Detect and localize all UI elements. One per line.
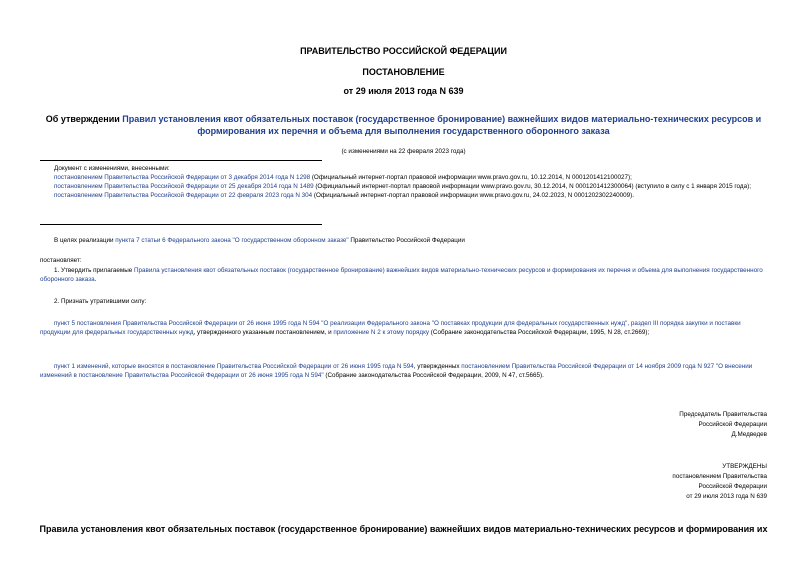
repealed-text: , утвержденного указанным постановлением, и bbox=[193, 329, 334, 336]
item-1-rules-link[interactable]: Правила установления квот обязательных поставок (государственное бронирование) важнейших видов материально-технических ресурсов и формирования их перечня и объема для выполнения государственного оборонного заказа bbox=[40, 267, 763, 283]
amendment-text: (Официальный интернет-портал правовой информации www.pravo.gov.ru, 10.12.2014, N 0001201412100027); bbox=[310, 174, 632, 181]
repealed-text: , утвержденных bbox=[413, 363, 462, 370]
repealed-link[interactable]: пункт 5 постановления Правительства Российской Федерации от 26 июня 1995 года N 594 "О реализации Федерального закона "О поставках продукции для федеральных государственных нужд", раздел III порядка закупки и поставки продукции для федеральных государственных нужд bbox=[40, 320, 741, 336]
amendment-text: (Официальный интернет-портал правовой информации www.pravo.gov.ru, 30.12.2014, N 0001201412300064) (вступило в силу с 1 января 2015 года); bbox=[313, 183, 751, 190]
signature-line-3: Д.Медведев bbox=[731, 431, 767, 438]
amendment-text: (Официальный интернет-портал правовой информации www.pravo.gov.ru, 24.02.2023, N 0001202302240009). bbox=[312, 192, 634, 199]
preamble-law-link[interactable]: пункта 7 статьи 6 Федерального закона "О государственном оборонном заказе" bbox=[115, 237, 349, 244]
item-2: 2. Признать утратившими силу: bbox=[54, 298, 147, 305]
preamble-prefix: В целях реализации bbox=[54, 237, 116, 244]
preamble bbox=[40, 236, 767, 245]
approved-block bbox=[672, 462, 767, 502]
item-1-prefix: 1. Утвердить прилагаемые bbox=[54, 267, 134, 274]
amendment-item bbox=[54, 182, 767, 191]
document-date-number: от 29 июля 2013 года N 639 bbox=[343, 86, 464, 96]
signature-block bbox=[679, 410, 767, 440]
repealed-text-2: (Собрание законодательства Российской Федерации, 1995, N 28, ст.2669); bbox=[429, 329, 650, 336]
repealed-link-2[interactable]: постановлением Правительства Российской Федерации от 14 ноября 2009 года N 927 "О внесении изменений в постановление Правительства Российской Федерации от 26 июня 1995 года N 594" bbox=[40, 363, 753, 379]
repealed-item-2 bbox=[40, 362, 767, 380]
approved-line-3: Российской Федерации bbox=[698, 483, 767, 490]
item-1-suffix: . bbox=[94, 276, 97, 283]
repealed-text-2: (Собрание законодательства Российской Федерации, 2009, N 47, ст.5665). bbox=[323, 372, 544, 379]
repealed-link-2[interactable]: приложение N 2 к этому порядку bbox=[333, 329, 430, 336]
title-prefix: Об утверждении bbox=[45, 114, 123, 124]
resolves-text: постановляет: bbox=[40, 257, 82, 264]
amendment-item bbox=[54, 191, 767, 200]
approved-line-2: постановлением Правительства bbox=[672, 473, 767, 480]
item-1 bbox=[40, 266, 767, 284]
amendments-intro: Документ с изменениями, внесенными: bbox=[54, 165, 170, 172]
approved-line-4: от 29 июля 2013 года N 639 bbox=[686, 493, 767, 500]
document-type: ПОСТАНОВЛЕНИЕ bbox=[362, 67, 445, 77]
signature-line-1: Председатель Правительства bbox=[679, 411, 767, 418]
amendments-top-rule bbox=[40, 160, 322, 161]
repealed-link[interactable]: пункт 1 изменений, которые вносятся в постановление Правительства Российской Федерации от 26 июня 1995 года N 594 bbox=[54, 363, 414, 370]
amended-note: (с изменениями на 22 февраля 2023 года) bbox=[341, 148, 466, 155]
amendment-item bbox=[54, 173, 767, 182]
amendments-bottom-rule bbox=[40, 224, 322, 225]
amendment-link[interactable]: постановлением Правительства Российской Федерации от 22 февраля 2023 года N 304 bbox=[54, 192, 313, 199]
preamble-suffix: Правительство Российской Федерации bbox=[348, 237, 465, 244]
amendment-link[interactable]: постановлением Правительства Российской Федерации от 3 декабря 2014 года N 1298 bbox=[54, 174, 311, 181]
approved-line-1: УТВЕРЖДЕНЫ bbox=[722, 463, 767, 470]
amendments-block bbox=[40, 164, 767, 200]
repealed-item-1 bbox=[40, 319, 767, 337]
document-title bbox=[40, 113, 767, 137]
rules-title: Правила установления квот обязательных поставок (государственное бронирование) важнейших видов материально-технических ресурсов и формирования их bbox=[39, 524, 768, 534]
title-rules-link[interactable]: Правил установления квот обязательных поставок (государственное бронирование) важнейших видов материально-технических ресурсов и формирования их перечня и объема для выполнения государственного оборонного заказа bbox=[122, 114, 762, 136]
government-header: ПРАВИТЕЛЬСТВО РОССИЙСКОЙ ФЕДЕРАЦИИ bbox=[300, 46, 507, 56]
amendment-link[interactable]: постановлением Правительства Российской Федерации от 25 декабря 2014 года N 1489 bbox=[54, 183, 314, 190]
signature-line-2: Российской Федерации bbox=[698, 421, 767, 428]
